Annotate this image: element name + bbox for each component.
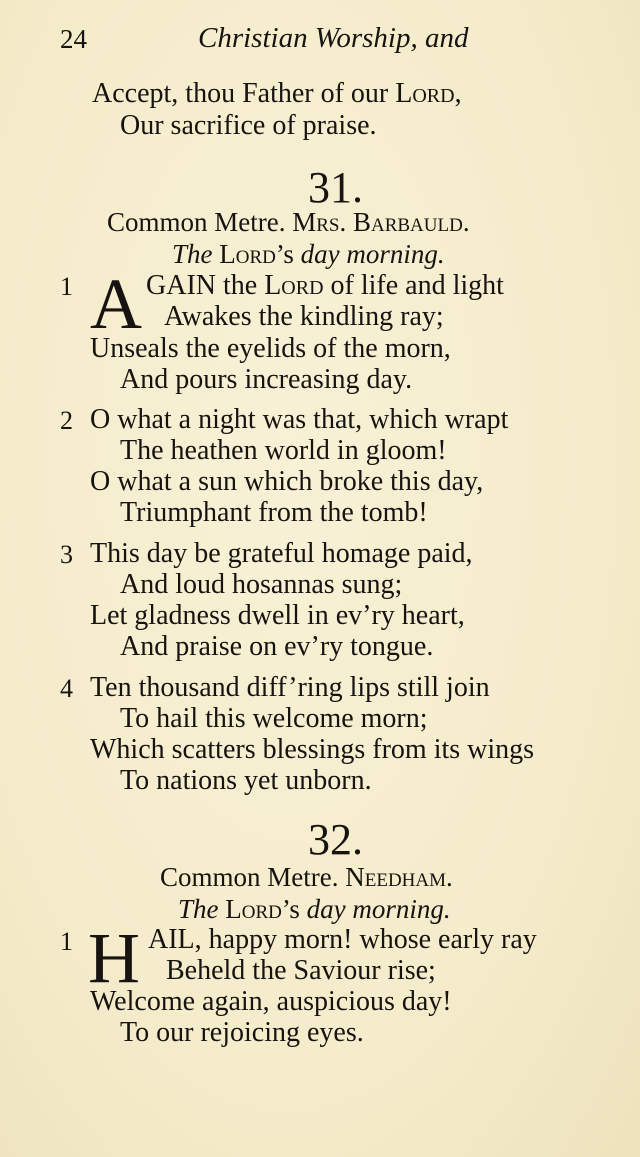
hymn-31-verse-3-line-4: And praise on ev’ry tongue. [120,631,434,662]
hymn-31-verse-1-line-4: And pours increasing day. [120,364,413,395]
hymn-32-metre: Common Metre. [160,862,346,892]
hymn-31-verse-3-number: 3 [60,540,73,569]
hymn-31-subtitle-possessive: ’s [275,239,301,269]
page-number: 24 [60,24,87,54]
hymn-32-metre-line [160,864,453,891]
hymn-32-subtitle-rest: day morning. [306,894,451,924]
hymn-31-verse-4-line-4: To nations yet unborn. [120,765,372,796]
hymn-32-number: 32. [308,815,363,864]
hymn-32-author-suffix: . [446,862,453,892]
hymn-31-verse-1-line-1-post: of life and light [323,270,504,301]
hymn-32-subtitle-the: The [178,894,226,924]
hymn-31-verse-3-line-2: And loud hosannas sung; [120,569,403,600]
hymn-31-verse-2-line-3: O what a sun which broke this day, [90,466,484,497]
hymn-31-subtitle-rest: day morning. [300,239,445,269]
running-head: Christian Worship, and [198,22,469,54]
hymn-31-verse-4-line-1: Ten thousand diff’ring lips still join [90,672,490,703]
hymn-31-verse-4-line-3: Which scatters blessings from its wings [90,734,535,765]
hymn-31-verse-3-line-1: This day be grateful homage paid, [90,538,473,569]
hymn-32-verse-1-line-1: AIL, happy morn! whose early ray [148,924,537,955]
hymn-31-verse-4-number: 4 [60,674,73,703]
hymn-32-subtitle [178,896,451,923]
hymn-31-subtitle [172,241,445,268]
hymn-31-number: 31. [308,163,363,212]
hymn-32-dropcap: H [88,918,140,998]
hymn-31-verse-1-line-1-lord: Lord [264,270,324,301]
hymn-31-subtitle-the: The [172,239,220,269]
hymn-31-verse-2-number: 2 [60,406,73,435]
hymn-31-dropcap: A [90,264,142,344]
hymn-31-verse-1-line-3: Unseals the eyelids of the morn, [90,333,451,364]
hymn-31-subtitle-lord: Lord [219,239,276,269]
hymn-32-subtitle-lord: Lord [225,894,282,924]
hymn-31-metre: Common Metre. [107,207,293,237]
hymn-32-verse-1-line-4: To our rejoicing eyes. [120,1017,364,1048]
hymn-31-author: Barbauld [352,207,463,237]
hymn-31-verse-1-line-1 [146,272,504,300]
hymn-31-author-prefix: Mrs. [292,207,353,237]
hymn-32-verse-1-number: 1 [60,927,73,956]
hymn-31-author-suffix: . [462,207,470,237]
page-header [60,22,620,62]
prev-hymn-line-1 [92,80,462,108]
hymn-31-verse-4-line-2: To hail this welcome morn; [120,703,428,734]
hymn-31-verse-1-line-2: Awakes the kindling ray; [164,301,444,332]
hymn-32-verse-1-line-3: Welcome again, auspicious day! [90,986,452,1017]
prev-hymn-line-1-lord: Lord [395,78,455,109]
hymn-32-subtitle-possessive: ’s [281,894,307,924]
hymn-31-verse-1-number: 1 [60,272,73,301]
hymn-31-metre-line [107,209,470,236]
hymn-32-verse-1-line-2: Beheld the Saviour rise; [166,955,436,986]
hymn-31-verse-3-line-3: Let gladness dwell in ev’ry heart, [90,600,465,631]
prev-hymn-line-1-punct: , [454,78,462,109]
hymn-31-verse-2-line-2: The heathen world in gloom! [120,435,447,466]
hymn-32-author: Needham [345,862,447,892]
prev-hymn-line-2: Our sacrifice of praise. [120,110,377,141]
hymn-31-verse-1-line-1-pre: GAIN the [146,270,265,301]
prev-hymn-line-1-text: Accept, thou Father of our [92,78,396,109]
hymn-31-verse-2-line-4: Triumphant from the tomb! [120,497,428,528]
hymn-31-verse-2-line-1: O what a night was that, which wrapt [90,404,509,435]
